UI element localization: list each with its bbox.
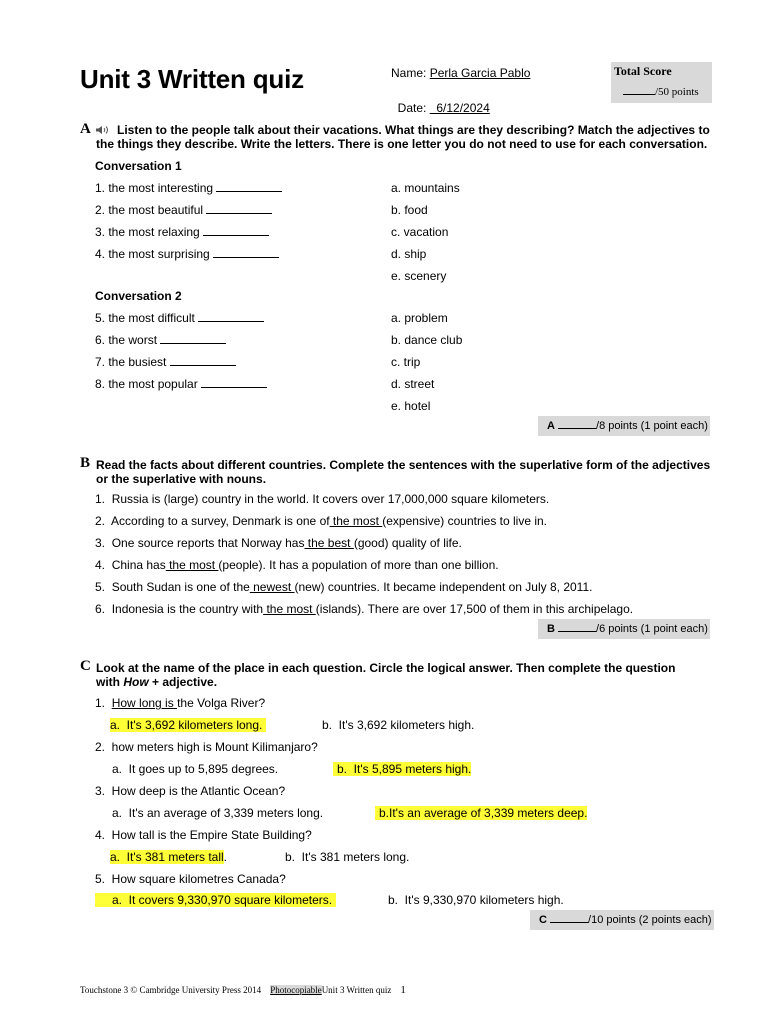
page-title: Unit 3 Written quiz (80, 64, 304, 94)
conv1-item: 2. the most beautiful (95, 203, 272, 217)
c4-option-b[interactable]: b. It's 381 meters long. (285, 850, 410, 864)
b-answer: the most (329, 514, 383, 528)
date-label: Date: (397, 101, 430, 115)
conv1-option: d. ship (391, 247, 427, 261)
b-answer: the best (304, 536, 354, 550)
answer-blank[interactable] (216, 181, 282, 192)
answer-blank[interactable] (198, 311, 264, 322)
c-question-2: 2. how meters high is Mount Kilimanjaro? (95, 740, 318, 754)
section-b-letter: B (80, 455, 91, 471)
answer-blank[interactable] (170, 355, 236, 366)
section-b-instructions: Read the facts about different countries. Complete the sentences with the superlative form of the adjectives or the superlative with nouns. (96, 458, 711, 486)
section-c-letter: C (80, 658, 91, 674)
conversation-1-title: Conversation 1 (95, 159, 182, 173)
conv2-item: 7. the busiest (95, 355, 236, 369)
c-question-1: 1. How long is the Volga River? (95, 696, 266, 710)
conv1-option: c. vacation (391, 225, 449, 239)
footer-quiz-name: Unit 3 Written quiz (321, 985, 392, 995)
total-score-label: Total Score (614, 64, 672, 78)
c2-option-b-circled[interactable]: b. It's 5,895 meters high. (333, 762, 471, 776)
section-a-letter: A (80, 121, 91, 137)
conv2-item: 5. the most difficult (95, 311, 264, 325)
conv2-option: c. trip (391, 355, 421, 369)
page-number: 1 (400, 984, 406, 996)
c1-option-a-circled[interactable]: a. It's 3,692 kilometers long. (110, 718, 266, 732)
answer-blank[interactable] (213, 247, 279, 258)
section-a-score: A /8 points (1 point each) (538, 416, 710, 436)
name-label: Name: (391, 66, 430, 80)
conv1-item: 4. the most surprising (95, 247, 279, 261)
c3-option-b-circled[interactable]: b.It's an average of 3,339 meters deep. (375, 806, 587, 820)
section-b-score: B /6 points (1 point each) (538, 619, 710, 639)
b-answer: the most (165, 558, 219, 572)
date-value: 6/12/2024 (429, 101, 490, 115)
b-item: 2. According to a survey, Denmark is one of the most (expensive) countries to live in. (95, 514, 548, 528)
conv1-option: a. mountains (391, 181, 460, 195)
c-question-5: 5. How square kilometres Canada? (95, 872, 286, 886)
c1-option-b[interactable]: b. It's 3,692 kilometers high. (322, 718, 475, 732)
section-c-score: C /10 points (2 points each) (530, 910, 714, 930)
conv2-option: b. dance club (391, 333, 463, 347)
b-answer: newest (249, 580, 295, 594)
c2-option-a[interactable]: a. It goes up to 5,895 degrees. (112, 762, 279, 776)
name-line (391, 66, 530, 80)
total-score-box (611, 62, 712, 103)
footer-copyright: Touchstone 3 © Cambridge University Press 2014 (80, 985, 262, 995)
footer (80, 984, 406, 996)
answer-blank[interactable] (160, 333, 226, 344)
total-score-blank[interactable] (623, 84, 655, 95)
b-answer: the most (263, 602, 316, 616)
answer-blank[interactable] (203, 225, 269, 236)
conv1-option: e. scenery (391, 269, 447, 283)
conv1-item: 3. the most relaxing (95, 225, 269, 239)
c-answer: How long is (111, 696, 178, 710)
name-value: Perla Garcia Pablo (429, 66, 531, 80)
answer-blank[interactable] (201, 377, 267, 388)
conv2-item: 6. the worst (95, 333, 226, 347)
section-c-instructions: Look at the name of the place in each question. Circle the logical answer. Then complete the question with How + adjective. (96, 661, 676, 689)
c5-option-b[interactable]: b. It's 9,330,970 kilometers high. (388, 893, 564, 907)
section-a-score-blank[interactable] (558, 419, 596, 429)
b-item: 4. China has the most (people). It has a population of more than one billion. (95, 558, 499, 572)
conv2-option: e. hotel (391, 399, 431, 413)
answer-blank[interactable] (206, 203, 272, 214)
b-item: 1. Russia is (large) country in the world. It covers over 17,000,000 square kilometers. (95, 492, 550, 506)
footer-photocopiable: Photocopiable (270, 985, 322, 995)
conv2-item: 8. the most popular (95, 377, 267, 391)
total-score-points: /50 points (623, 84, 699, 98)
c3-option-a[interactable]: a. It's an average of 3,339 meters long. (112, 806, 324, 820)
c4-option-a-circled: a. It's 381 meters tall (110, 850, 224, 864)
conv1-option: b. food (391, 203, 428, 217)
c4-option-a[interactable]: a. It's 381 meters tall. (110, 850, 228, 864)
b-item: 3. One source reports that Norway has the best (good) quality of life. (95, 536, 462, 550)
conv2-option: d. street (391, 377, 435, 391)
section-c-score-blank[interactable] (550, 913, 588, 923)
conv2-option: a. problem (391, 311, 448, 325)
b-item: 5. South Sudan is one of the newest (new) countries. It became independent on July 8, 2011. (95, 580, 593, 594)
c-question-4: 4. How tall is the Empire State Building? (95, 828, 312, 842)
conv1-item: 1. the most interesting (95, 181, 282, 195)
c5-option-a-circled[interactable]: a. It covers 9,330,970 square kilometers. (95, 893, 336, 907)
date-line (391, 87, 490, 115)
c-question-3: 3. How deep is the Atlantic Ocean? (95, 784, 286, 798)
section-b-score-blank[interactable] (558, 622, 596, 632)
section-a-instructions: Listen to the people talk about their vacations. What things are they describing? Match the adjectives to the things they describe. Write the letters. There is one letter you do not need to use for each conversation. (96, 123, 710, 151)
b-item: 6. Indonesia is the country with the most (islands). There are over 17,500 of them in this archipelago. (95, 602, 634, 616)
conversation-2-title: Conversation 2 (95, 289, 182, 303)
